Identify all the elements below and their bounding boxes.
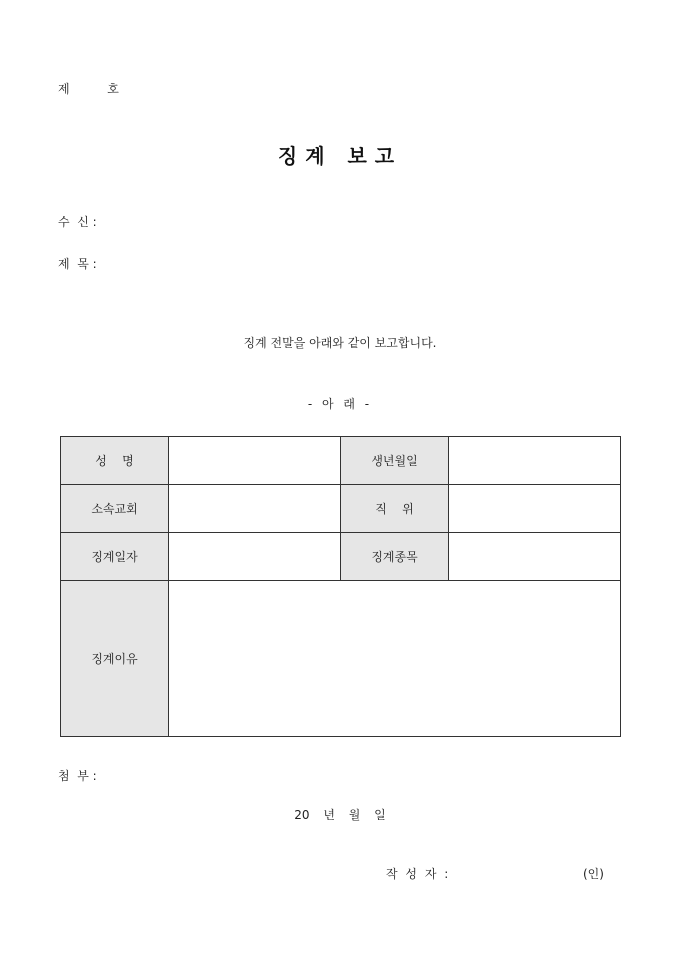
- below-heading: - 아 래 -: [307, 397, 373, 411]
- position-value-cell[interactable]: [449, 485, 621, 533]
- discipline-type-value-cell[interactable]: [449, 533, 621, 581]
- discipline-type-label: 징계종목: [341, 533, 449, 581]
- discipline-date-label: 징계일자: [61, 533, 169, 581]
- table-row: [61, 581, 621, 737]
- discipline-date-value-cell[interactable]: [169, 533, 341, 581]
- birthdate-label: 생년월일: [341, 437, 449, 485]
- table-row: [61, 485, 621, 533]
- author-label: 작 성 자 :: [386, 867, 451, 881]
- table-row: [61, 533, 621, 581]
- subject-label: 제 목 :: [58, 257, 97, 271]
- church-label: 소속교회: [61, 485, 169, 533]
- birthdate-value-cell[interactable]: [449, 437, 621, 485]
- page-title: 징계 보고: [277, 144, 403, 168]
- table-row: [61, 437, 621, 485]
- church-value-cell[interactable]: [169, 485, 341, 533]
- intro-sentence: 징계 전말을 아래와 같이 보고합니다.: [243, 336, 437, 350]
- document-number-suffix: 호: [107, 82, 119, 96]
- seal-label: (인): [583, 867, 604, 881]
- position-label: 직 위: [341, 485, 449, 533]
- reason-label: 징계이유: [61, 581, 169, 737]
- name-value-cell[interactable]: [169, 437, 341, 485]
- recipient-label: 수 신 :: [58, 215, 97, 229]
- attachment-label: 첨 부 :: [58, 769, 97, 783]
- name-label: 성 명: [61, 437, 169, 485]
- discipline-info-table: [60, 436, 621, 737]
- reason-value-cell[interactable]: [169, 581, 621, 737]
- date-line: 20 년 월 일: [294, 808, 386, 822]
- document-number-prefix: 제: [58, 82, 70, 96]
- document-number: [58, 80, 119, 97]
